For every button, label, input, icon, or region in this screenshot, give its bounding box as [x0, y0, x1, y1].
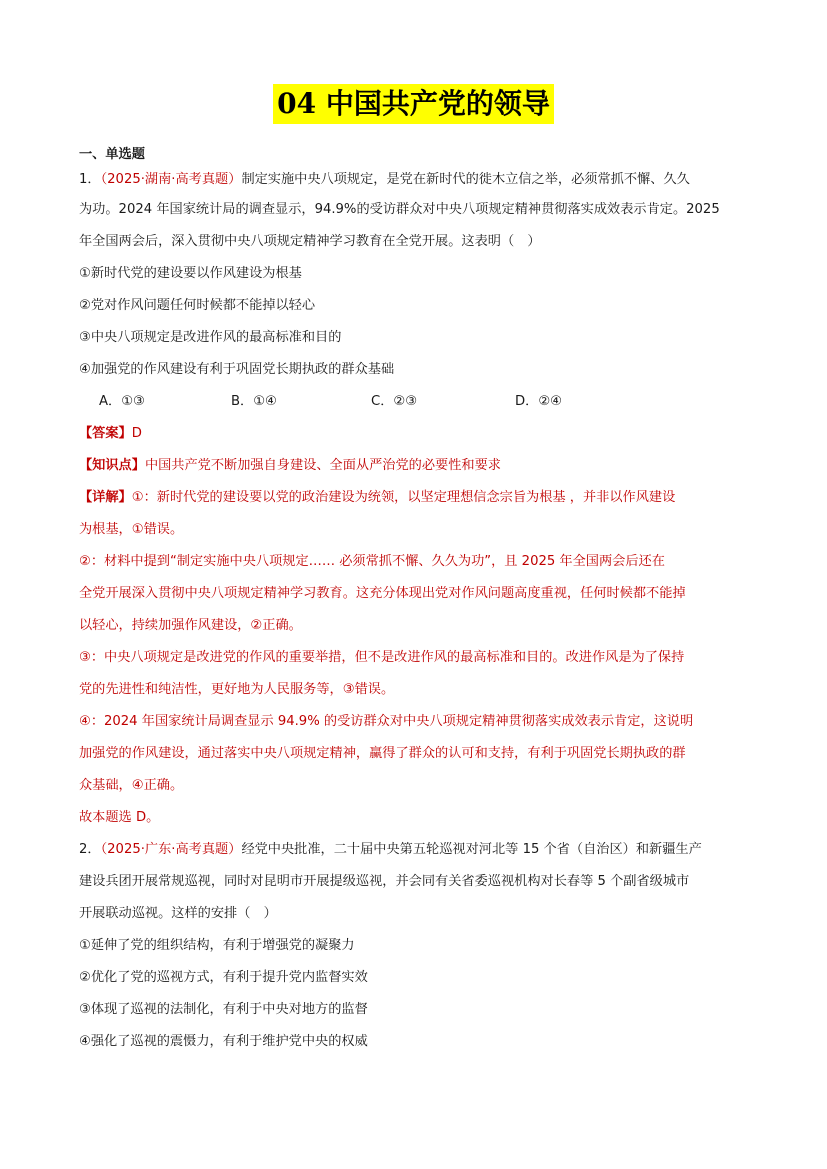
- q2-statement-3: ③体现了巡视的法制化，有利于中央对地方的监督: [79, 1002, 368, 1017]
- q1-detail-line-9: 加强党的作风建设，通过落实中央八项规定精神，赢得了群众的认可和支持，有利于巩固党长期执政的群: [79, 746, 686, 761]
- q1-detail-line-3: ②：材料中提到“制定实施中央八项规定…… 必须常抓不懈、久久为功”，且 2025 年全国两会后还在: [79, 554, 665, 569]
- q1-stem-line-1: [79, 166, 751, 194]
- answer-value: D: [131, 426, 142, 441]
- q1-option-a[interactable]: A．①③: [99, 394, 145, 409]
- q1-detail-line-1: [79, 482, 751, 514]
- q1-answer: [79, 418, 751, 450]
- q2-stem-line-1: [79, 834, 751, 866]
- detail-label: 【详解】: [79, 490, 132, 505]
- q1-detail-line-8: ④：2024 年国家统计局调查显示 94.9% 的受访群众对中央八项规定精神贯彻落实成效表示肯定，这说明: [79, 714, 694, 729]
- content-body: [79, 144, 751, 1058]
- q1-stem-line-2: 为功。2024 年国家统计局的调查显示，94.9%的受访群众对中央八项规定精神贯彻落实成效表示肯定。2025: [79, 202, 720, 217]
- q2-stem-line-2: 建设兵团开展常规巡视，同时对昆明市开展提级巡视，并会同有关省委巡视机构对长春等 5 个副省级城市: [79, 874, 690, 889]
- detail-text-1: ①：新时代党的建设要以党的政治建设为统领，以坚定理想信念宗旨为根基 ，并非以作风建设: [131, 490, 676, 505]
- q1-stem-line-3: 年全国两会后，深入贯彻中央八项规定精神学习教育在全党开展。这表明（ ）: [79, 234, 541, 249]
- q2-statement-2: ②优化了党的巡视方式，有利于提升党内监督实效: [79, 970, 368, 985]
- q1-option-c[interactable]: C．②③: [371, 394, 418, 409]
- q1-source: （2025·湖南·高考真题）: [100, 172, 242, 187]
- q2-number: 2．: [79, 842, 101, 857]
- q1-detail-line-10: 众基础，④正确。: [79, 778, 184, 793]
- q1-detail-line-6: ③：中央八项规定是改进党的作风的重要举措，但不是改进作风的最高标准和目的。改进作风是为了保持: [79, 650, 685, 665]
- q1-statement-3: ③中央八项规定是改进作风的最高标准和目的: [79, 330, 342, 345]
- knowledge-text: 中国共产党不断加强自身建设、全面从严治党的必要性和要求: [144, 458, 501, 473]
- q1-conclusion: 故本题选 D。: [79, 810, 160, 825]
- section-heading: 一、单选题: [79, 147, 145, 162]
- answer-label: 【答案】: [79, 426, 132, 441]
- q1-detail-line-5: 以轻心，持续加强作风建设，②正确。: [79, 618, 302, 633]
- q1-statement-2: ②党对作风问题任何时候都不能掉以轻心: [79, 298, 316, 313]
- title-area: [0, 84, 827, 124]
- q1-detail-line-4: 全党开展深入贯彻中央八项规定精神学习教育。这充分体现出党对作风问题高度重视，任何时候都不能掉: [79, 586, 686, 601]
- q2-source: （2025·广东·高考真题）: [100, 842, 242, 857]
- knowledge-label: 【知识点】: [79, 458, 145, 473]
- q1-statement-4: ④加强党的作风建设有利于巩固党长期执政的群众基础: [79, 362, 395, 377]
- q1-detail-line-7: 党的先进性和纯洁性，更好地为人民服务等，③错误。: [79, 682, 395, 697]
- q1-number: 1．: [79, 172, 101, 187]
- q1-detail-line-2: 为根基，①错误。: [79, 522, 184, 537]
- q1-options: [79, 386, 751, 418]
- page-title: 04 中国共产党的领导: [273, 84, 554, 124]
- q2-stem-line-3: 开展联动巡视。这样的安排（ ）: [79, 906, 277, 921]
- q2-stem-text-1: 经党中央批准，二十届中央第五轮巡视对河北等 15 个省（自治区）和新疆生产: [241, 842, 702, 857]
- q1-knowledge: [79, 450, 751, 482]
- q1-statement-1: ①新时代党的建设要以作风建设为根基: [79, 266, 302, 281]
- q1-option-d[interactable]: D．②④: [515, 394, 562, 409]
- q2-statement-4: ④强化了巡视的震慑力，有利于维护党中央的权威: [79, 1034, 368, 1049]
- q2-statement-1: ①延伸了党的组织结构，有利于增强党的凝聚力: [79, 938, 355, 953]
- q1-option-b[interactable]: B．①④: [231, 394, 277, 409]
- q1-stem-text-1: 制定实施中央八项规定，是党在新时代的徙木立信之举，必须常抓不懈、久久: [241, 172, 690, 187]
